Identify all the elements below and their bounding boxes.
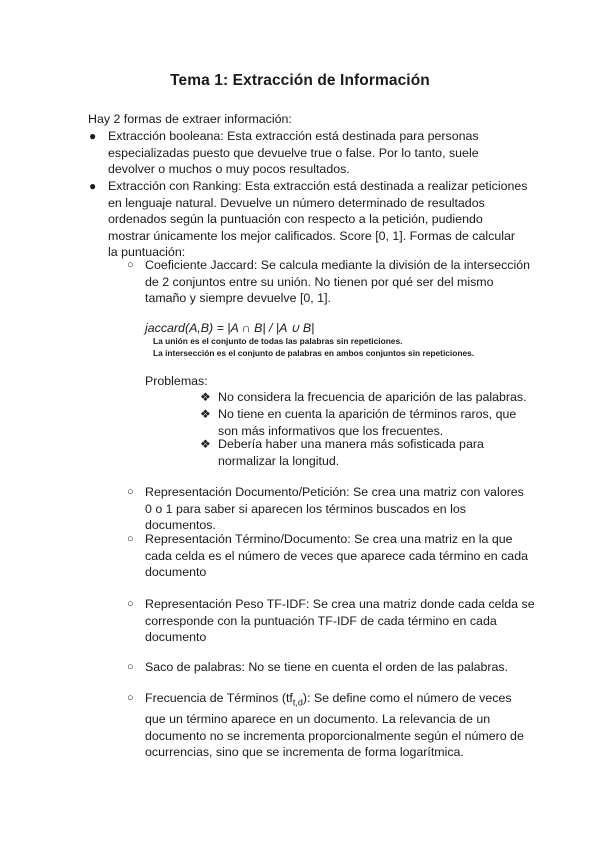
circle-bullet-icon: ○	[127, 661, 134, 673]
circle-bullet-icon: ○	[127, 692, 134, 704]
formula-note-union: La unión es el conjunto de todas las palabras sin repeticiones.	[153, 336, 403, 346]
diamond-bullet-icon: ❖	[200, 437, 211, 451]
problem-item: Debería haber una manera más sofisticada para normalizar la longitud.	[218, 437, 484, 468]
tf-prefix: Frecuencia de Términos (tf	[145, 691, 293, 705]
diamond-bullet-icon: ❖	[200, 390, 211, 404]
bullet-icon: ●	[89, 179, 97, 193]
list-item-doc-peticion: Representación Documento/Petición: Se crea una matriz con valores 0 o 1 para saber si aparecen los términos buscados en los documentos.	[145, 485, 524, 533]
diamond-bullet-icon: ❖	[200, 407, 211, 421]
page-title: Tema 1: Extracción de Información	[170, 72, 430, 89]
tf-suffix: ): Se define como el número de veces que un término aparece en un documento. La relevancia de un documento no se incrementa proporcionalmente según el número de ocurrencias, sino que se incrementa de forma logarítmica.	[145, 691, 524, 760]
list-item-tfidf: Representación Peso TF-IDF: Se crea una matriz donde cada celda se corresponde con la puntuación TF-IDF de cada término en cada documento	[145, 597, 535, 645]
list-item-bag-of-words: Saco de palabras: No se tiene en cuenta el orden de las palabras.	[145, 660, 509, 674]
list-item-term-frequency	[145, 690, 530, 761]
circle-bullet-icon: ○	[127, 486, 134, 498]
list-item-boolean: Extracción booleana: Esta extracción está destinada para personas especializadas puesto que devuelve true o false. Por lo tanto, suele devolver o muchos o muy pocos resultados.	[108, 129, 479, 177]
list-item-ranking: Extracción con Ranking: Esta extracción está destinada a realizar peticiones en lenguaje natural. Devuelve un número determinado de resultados ordenados según la puntuación con respecto a la petición, pudiendo mostrar únicamente los mejor calificados. Score [0, 1]. Formas de calcular la puntuación:	[108, 179, 528, 260]
circle-bullet-icon: ○	[127, 533, 134, 545]
jaccard-formula: jaccard(A,B) = |A ∩ B| / |A ∪ B|	[145, 321, 315, 335]
bullet-icon: ●	[89, 129, 97, 143]
tf-subscript: t,d	[292, 697, 303, 708]
intro-text: Hay 2 formas de extraer información:	[88, 112, 292, 126]
list-item-termino-doc: Representación Término/Documento: Se crea una matriz en la que cada celda es el número de veces que aparece cada término en cada documento	[145, 532, 528, 580]
list-item-jaccard: Coeficiente Jaccard: Se calcula mediante la división de la intersección de 2 conjuntos entre su unión. No tienen por qué ser del mismo tamaño y siempre devuelve [0, 1].	[145, 258, 531, 306]
problem-item: No considera la frecuencia de aparición de las palabras.	[218, 390, 527, 404]
problems-label: Problemas:	[145, 374, 208, 388]
formula-note-intersection: La intersección es el conjunto de palabras en ambos conjuntos sin repeticiones.	[153, 348, 475, 358]
problem-item: No tiene en cuenta la aparición de términos raros, que son más informativos que los frecuentes.	[218, 407, 517, 438]
circle-bullet-icon: ○	[127, 259, 134, 271]
circle-bullet-icon: ○	[127, 598, 134, 610]
